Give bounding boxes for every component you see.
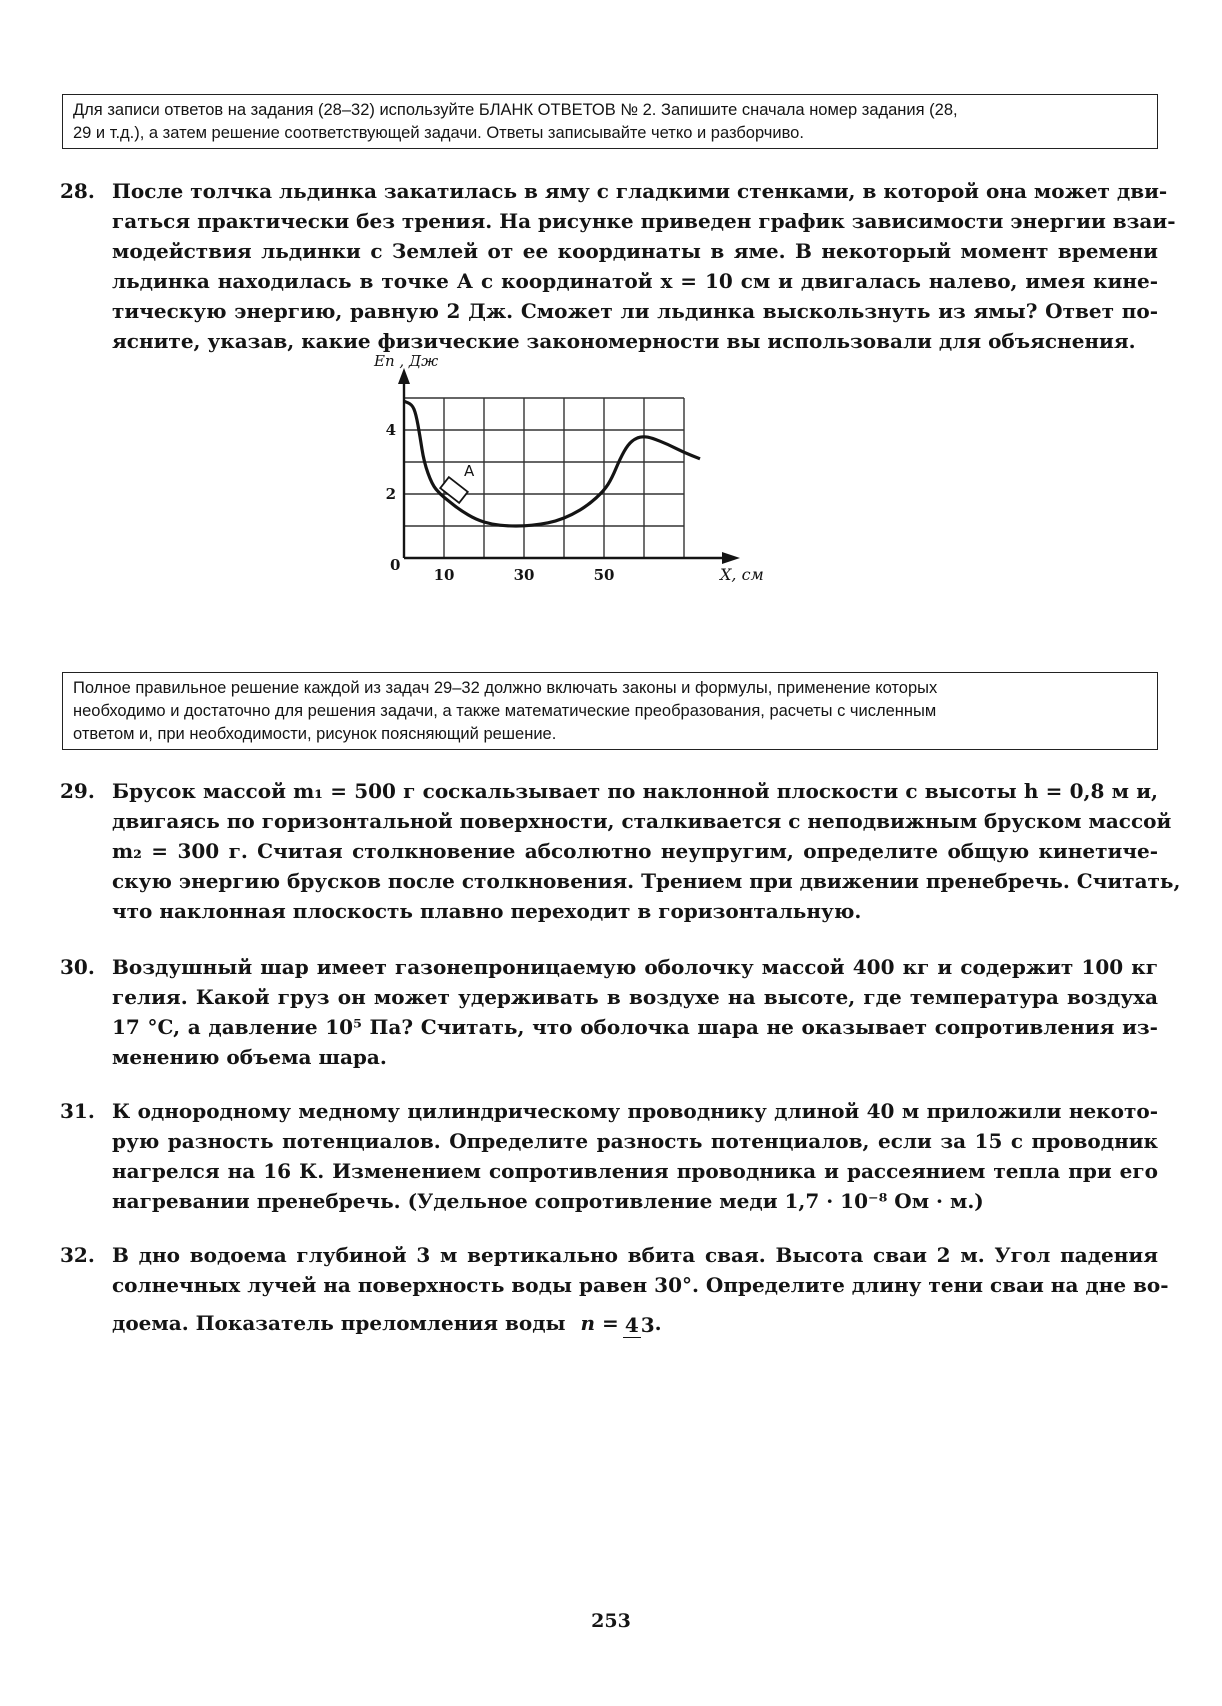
solution-requirements-box <box>62 672 1158 750</box>
x-axis-arrow-icon <box>722 552 740 564</box>
task-number: 29. <box>60 779 95 803</box>
task-text-line: тическую энергию, равную 2 Дж. Сможет ли льдинка выскользнуть из ямы? Ответ по- <box>112 299 1158 323</box>
task-text-line-with-formula <box>112 1308 1158 1338</box>
energy-graph <box>374 352 810 648</box>
graph-grid <box>404 398 684 558</box>
task-text-line: менению объема шара. <box>112 1045 387 1069</box>
y-tick-label: 4 <box>385 421 396 439</box>
instruction-line: Полное правильное решение каждой из задач 29–32 должно включать законы и формулы, применение которых <box>73 679 938 697</box>
task-text-line: 17 °C, а давление 10⁵ Па? Считать, что оболочка шара не оказывает сопротивления из- <box>112 1015 1158 1039</box>
x-axis-label: X, см <box>720 565 764 584</box>
task-number: 31. <box>60 1099 95 1123</box>
end-punctuation: . <box>654 1311 662 1335</box>
fraction-denominator: 3 <box>640 1312 655 1337</box>
instruction-line: необходимо и достаточно для решения задачи, а также математические преобразования, расчеты с численным <box>73 702 937 720</box>
task-text-line: ясните, указав, какие физические закономерности вы использовали для объяснения. <box>112 329 1136 353</box>
x-tick-label: 30 <box>513 566 535 584</box>
task-number: 30. <box>60 955 95 979</box>
task-text: доема. Показатель преломления воды <box>112 1311 566 1335</box>
task-text-line: m₂ = 300 г. Считая столкновение абсолютно неупругим, определите общую кинетиче- <box>112 839 1158 863</box>
task-text-line: Брусок массой m₁ = 500 г соскальзывает по наклонной плоскости с высоты h = 0,8 м и, <box>112 779 1158 803</box>
task-text-line: льдинка находилась в точке А с координатой x = 10 см и двигалась налево, имея кине- <box>112 269 1158 293</box>
task-text-line: что наклонная плоскость плавно переходит в горизонтальную. <box>112 899 862 923</box>
task-30 <box>60 952 1158 1072</box>
task-31 <box>60 1096 1158 1216</box>
task-28 <box>60 176 1176 356</box>
task-text-line: скую энергию брусков после столкновения. Трением при движении пренебречь. Считать, <box>112 869 1181 893</box>
energy-curve <box>404 401 700 526</box>
point-a-label: A <box>464 462 475 480</box>
y-tick-label: 2 <box>385 485 396 503</box>
page-number: 253 <box>591 1610 631 1632</box>
fraction <box>623 1313 655 1337</box>
task-text-line: гаться практически без трения. На рисунке приведен график зависимости энергии взаи- <box>112 209 1176 233</box>
formula-variable: n = <box>580 1311 619 1335</box>
task-text-line: К однородному медному цилиндрическому проводнику длиной 40 м приложили некото- <box>112 1099 1158 1123</box>
task-number: 32. <box>60 1243 95 1267</box>
x-tick-label: 10 <box>433 566 455 584</box>
task-text-line: Воздушный шар имеет газонепроницаемую оболочку массой 400 кг и содержит 100 кг <box>112 955 1158 979</box>
task-text-line: нагревании пренебречь. (Удельное сопротивление меди 1,7 · 10⁻⁸ Ом · м.) <box>112 1189 984 1213</box>
task-number: 28. <box>60 179 95 203</box>
task-text-line: двигаясь по горизонтальной поверхности, сталкивается с неподвижным бруском массой <box>112 809 1172 833</box>
fraction-numerator: 4 <box>624 1312 639 1337</box>
instruction-line: ответом и, при необходимости, рисунок поясняющий решение. <box>73 725 557 743</box>
task-text-line: солнечных лучей на поверхность воды равен 30°. Определите длину тени сваи на дне во- <box>112 1273 1169 1297</box>
task-text-line: нагрелся на 16 К. Изменением сопротивления проводника и рассеянием тепла при его <box>112 1159 1158 1183</box>
y-axis-label: Eп , Дж <box>374 352 439 370</box>
task-text-line: В дно водоема глубиной 3 м вертикально вбита свая. Высота сваи 2 м. Угол падения <box>112 1243 1158 1267</box>
task-29 <box>60 776 1181 926</box>
instruction-line: 29 и т.д.), а затем решение соответствующей задачи. Ответы записывайте четко и разборчиво. <box>73 124 804 142</box>
task-32 <box>60 1240 1169 1338</box>
task-text-line: рую разность потенциалов. Определите разность потенциалов, если за 15 с проводник <box>112 1129 1158 1153</box>
task-text-line: После толчка льдинка закатилась в яму с гладкими стенками, в которой она может дви- <box>112 179 1168 203</box>
task-text-line: гелия. Какой груз он может удерживать в воздухе на высоте, где температура воздуха <box>112 985 1158 1009</box>
instruction-line: Для записи ответов на задания (28–32) используйте БЛАНК ОТВЕТОВ № 2. Запишите сначала номер задания (28, <box>73 101 958 119</box>
answer-instructions-box <box>62 94 1158 149</box>
task-text-line: модействия льдинки с Землей от ее координаты в яме. В некоторый момент времени <box>112 239 1158 263</box>
origin-label: 0 <box>390 556 401 574</box>
x-tick-label: 50 <box>593 566 615 584</box>
y-axis-arrow-icon <box>398 368 410 384</box>
